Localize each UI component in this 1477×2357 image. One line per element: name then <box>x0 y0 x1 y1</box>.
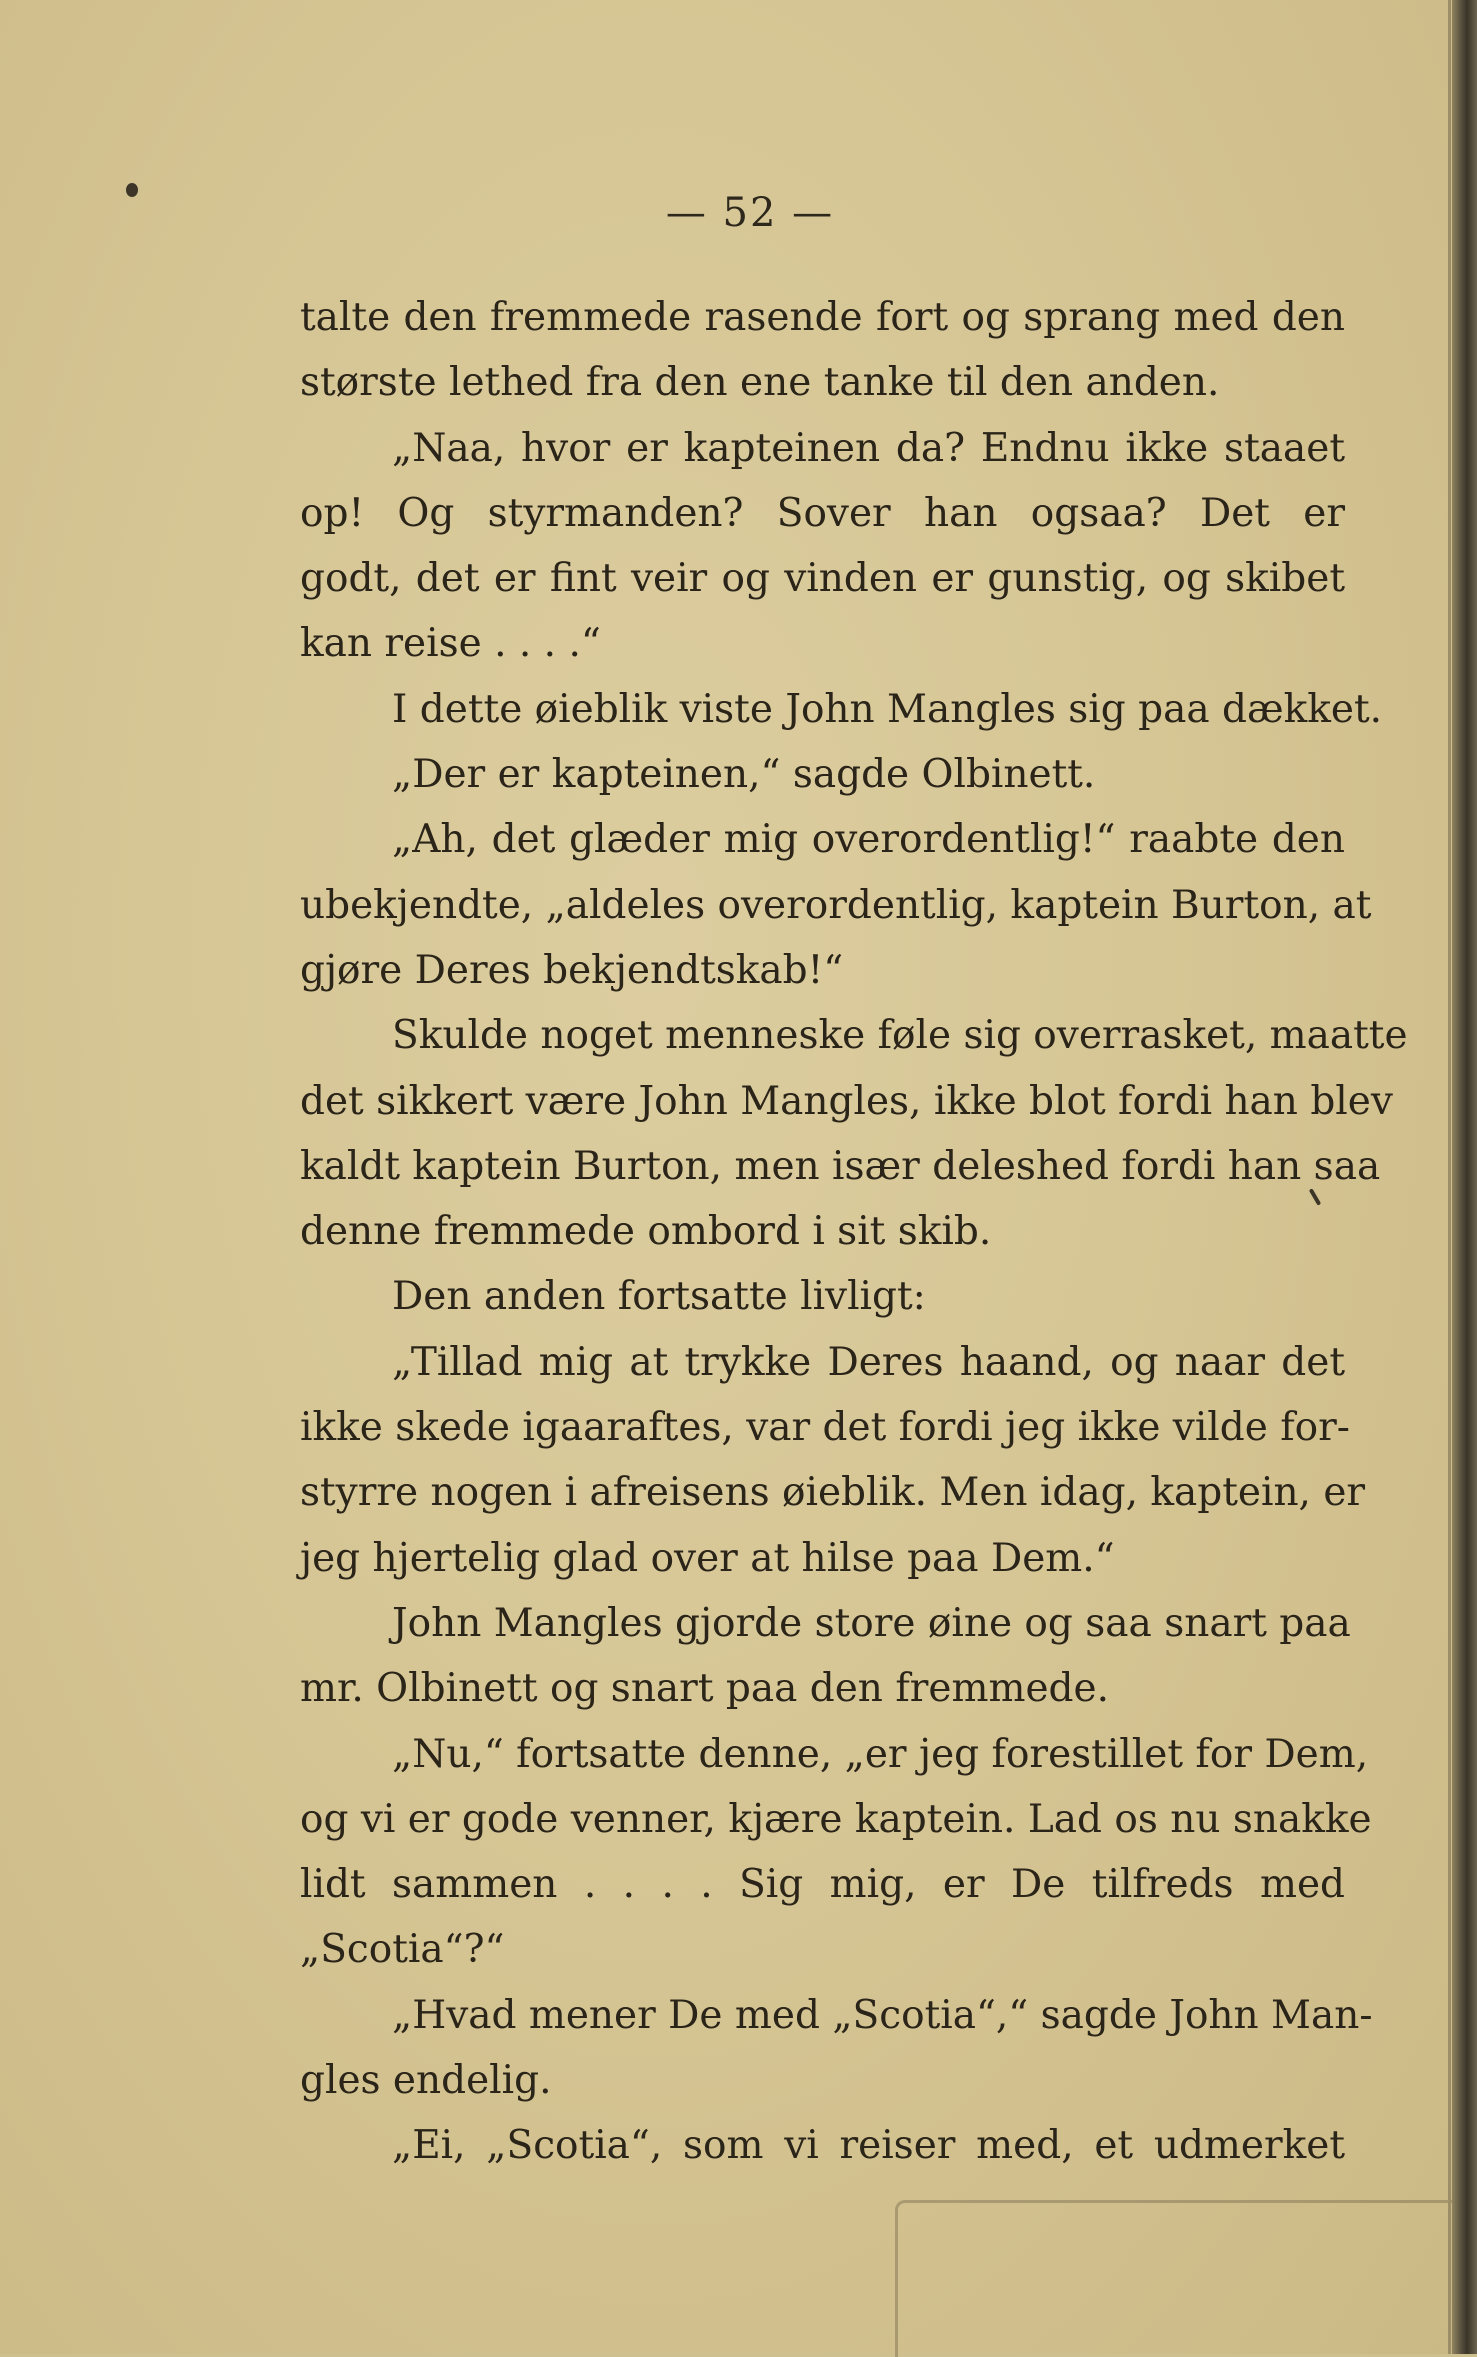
text-line: „Ah, det glæder mig overordentlig!“ raabte den <box>392 817 1345 863</box>
text-line: „Ei, „Scotia“, som vi reiser med, et udmerket <box>392 2123 1345 2169</box>
body-text <box>300 285 1408 2179</box>
text-line: John Mangles gjorde store øine og saa snart paa <box>392 1600 1351 1646</box>
ink-speck <box>126 183 138 197</box>
text-line: det sikkert være John Mangles, ikke blot fordi han blev <box>300 1078 1393 1124</box>
text-line: godt, det er fint veir og vinden er gunstig, og skibet <box>300 556 1345 602</box>
page-number: — 52 — <box>665 190 835 236</box>
text-line: lidt sammen . . . . Sig mig, er De tilfreds med <box>300 1862 1345 1908</box>
text-line: mr. Olbinett og snart paa den fremmede. <box>300 1666 1109 1712</box>
text-line: denne fremmede ombord i sit skib. <box>300 1209 992 1255</box>
text-line: Skulde noget menneske føle sig overrasket, maatte <box>392 1013 1408 1059</box>
text-line: jeg hjertelig glad over at hilse paa Dem.“ <box>300 1535 1115 1581</box>
text-line: ikke skede igaaraftes, var det fordi jeg ikke vilde for- <box>300 1405 1350 1451</box>
text-line: I dette øieblik viste John Mangles sig paa dækket. <box>392 686 1383 732</box>
text-line: „Tillad mig at trykke Deres haand, og naar det <box>392 1339 1345 1385</box>
text-line: „Naa, hvor er kapteinen da? Endnu ikke staaet <box>392 425 1345 471</box>
text-line: kan reise . . . .“ <box>300 621 601 667</box>
text-line: gles endelig. <box>300 2058 552 2104</box>
page-edge-line <box>1448 0 1451 2354</box>
text-line: „Der er kapteinen,“ sagde Olbinett. <box>392 752 1096 798</box>
text-line: og vi er gode venner, kjære kaptein. Lad os nu snakke <box>300 1796 1372 1842</box>
text-line: talte den fremmede rasende fort og sprang med den <box>300 295 1345 340</box>
text-line: største lethed fra den ene tanke til den anden. <box>300 360 1220 406</box>
text-line: „Hvad mener De med „Scotia“,“ sagde John Man- <box>392 1992 1373 2038</box>
text-line: Den anden fortsatte livligt: <box>392 1274 926 1320</box>
text-line: gjøre Deres bekjendtskab!“ <box>300 947 844 993</box>
text-line: op! Og styrmanden? Sover han ogsaa? Det er <box>300 490 1345 536</box>
page-fold-mark <box>895 2200 1458 2357</box>
text-line: ubekjendte, „aldeles overordentlig, kaptein Burton, at <box>300 882 1372 928</box>
text-line: kaldt kaptein Burton, men især deleshed fordi han saa <box>300 1143 1381 1189</box>
text-line: styrre nogen i afreisens øieblik. Men idag, kaptein, er <box>300 1470 1366 1516</box>
book-binding-edge <box>1452 0 1477 2354</box>
text-line: „Nu,“ fortsatte denne, „er jeg forestillet for Dem, <box>392 1731 1369 1777</box>
text-line: „Scotia“?“ <box>300 1927 505 1973</box>
